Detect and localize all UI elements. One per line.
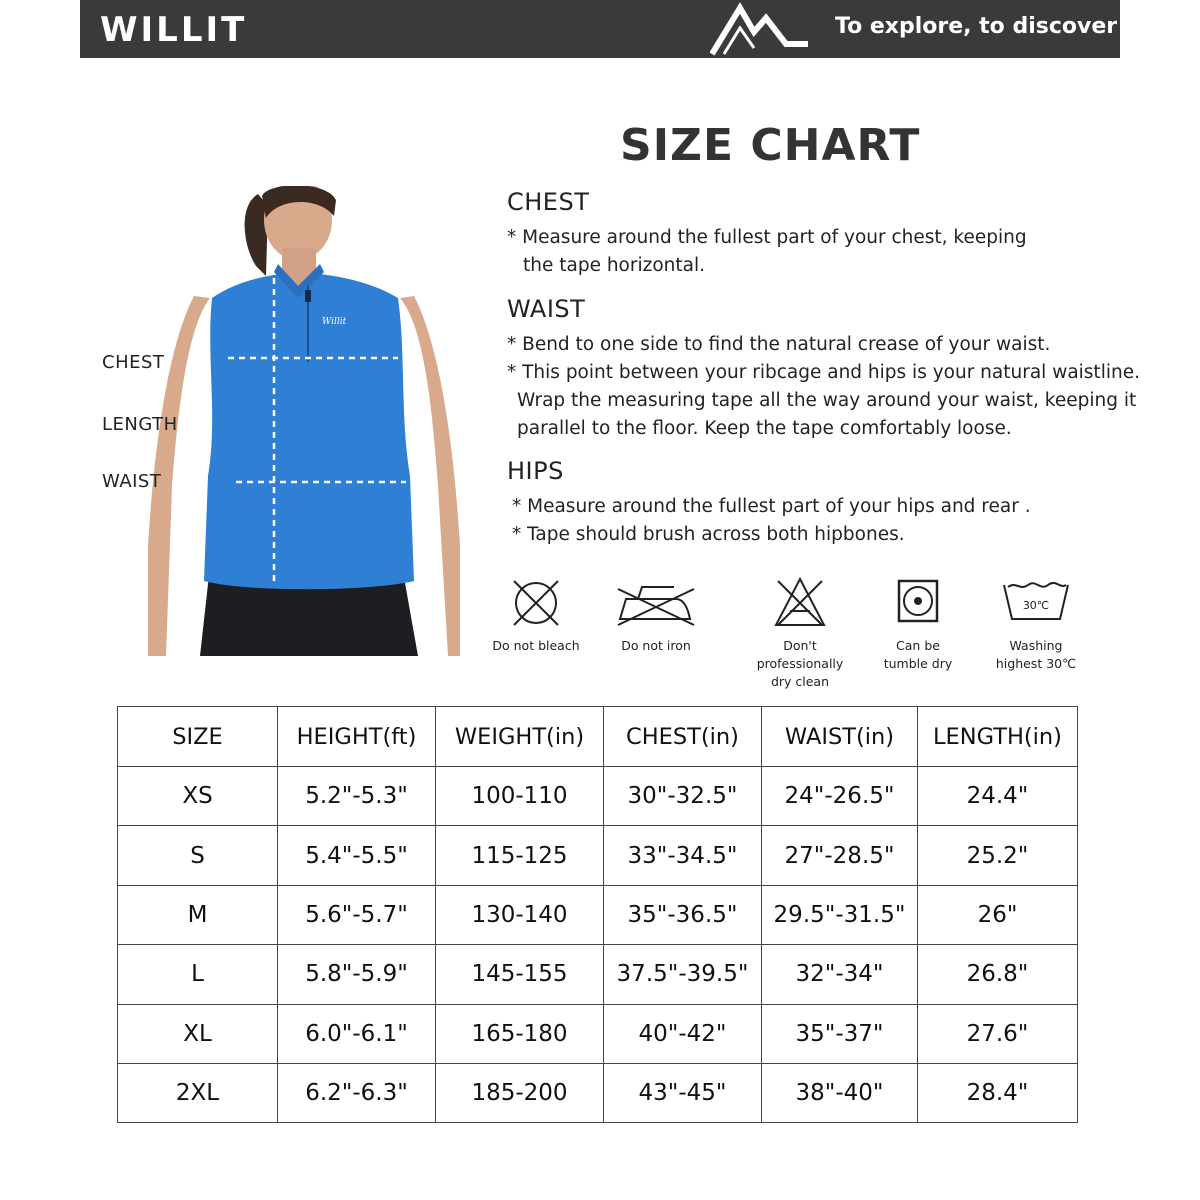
page-title: SIZE CHART xyxy=(620,120,921,171)
care-label: dry clean xyxy=(770,674,830,689)
waist-side-label: WAIST xyxy=(102,471,162,492)
header-bar xyxy=(80,0,1120,58)
waist-instruction-line: * Bend to one side to find the natural crease of your waist. xyxy=(507,334,1051,355)
hips-heading: HIPS xyxy=(507,457,564,485)
table-header-row xyxy=(118,707,1078,767)
table-cell: L xyxy=(118,945,278,1004)
no-iron-icon xyxy=(614,575,698,631)
mountain-logo-icon xyxy=(710,2,810,56)
table-row xyxy=(118,885,1078,944)
column-header: SIZE xyxy=(118,707,278,767)
care-label: highest 30℃ xyxy=(995,656,1077,671)
care-item-no-dry-clean xyxy=(740,575,860,691)
table-cell: 5.4"-5.5" xyxy=(278,826,436,885)
hips-instruction-line: * Tape should brush across both hipbones. xyxy=(512,524,905,545)
table-cell: XS xyxy=(118,767,278,826)
table-cell: 33"-34.5" xyxy=(604,826,762,885)
table-cell: M xyxy=(118,885,278,944)
column-header: LENGTH(in) xyxy=(918,707,1078,767)
table-cell: 29.5"-31.5" xyxy=(762,885,918,944)
care-item-no-bleach xyxy=(476,575,596,655)
chest-instruction-line: the tape horizontal. xyxy=(523,255,705,276)
length-side-label: LENGTH xyxy=(102,414,178,435)
chest-heading: CHEST xyxy=(507,188,590,216)
table-cell: S xyxy=(118,826,278,885)
table-cell: 35"-37" xyxy=(762,1004,918,1063)
wash-30-icon xyxy=(1000,575,1072,631)
waist-instruction-line: parallel to the floor. Keep the tape comfortably loose. xyxy=(517,418,1012,439)
table-cell: 43"-45" xyxy=(604,1063,762,1122)
table-cell: 37.5"-39.5" xyxy=(604,945,762,1004)
table-cell: XL xyxy=(118,1004,278,1063)
size-chart-table xyxy=(117,706,1078,1123)
column-header: HEIGHT(ft) xyxy=(278,707,436,767)
care-label: Do not iron xyxy=(621,638,691,653)
table-cell: 28.4" xyxy=(918,1063,1078,1122)
table-row xyxy=(118,945,1078,1004)
chest-instruction-line: * Measure around the fullest part of your chest, keeping xyxy=(507,227,1027,248)
tumble-dry-icon xyxy=(890,575,946,631)
table-cell: 25.2" xyxy=(918,826,1078,885)
hips-instruction-line: * Measure around the fullest part of your hips and rear . xyxy=(512,496,1031,517)
table-cell: 2XL xyxy=(118,1063,278,1122)
table-cell: 27.6" xyxy=(918,1004,1078,1063)
column-header: CHEST(in) xyxy=(604,707,762,767)
model-photo xyxy=(148,186,460,656)
brand-logo: WILLIT xyxy=(100,10,248,50)
table-row xyxy=(118,767,1078,826)
table-cell: 30"-32.5" xyxy=(604,767,762,826)
no-bleach-icon xyxy=(508,575,564,631)
chest-side-label: CHEST xyxy=(102,352,165,373)
care-item-wash-30 xyxy=(976,575,1096,673)
table-cell: 130-140 xyxy=(436,885,604,944)
table-cell: 145-155 xyxy=(436,945,604,1004)
table-cell: 40"-42" xyxy=(604,1004,762,1063)
waist-instruction-line: * This point between your ribcage and hips is your natural waistline. xyxy=(507,362,1140,383)
table-cell: 165-180 xyxy=(436,1004,604,1063)
table-cell: 5.6"-5.7" xyxy=(278,885,436,944)
care-label: Don't professionally xyxy=(756,638,844,671)
care-item-tumble-dry xyxy=(858,575,978,673)
table-row xyxy=(118,1063,1078,1122)
table-row xyxy=(118,826,1078,885)
table-cell: 115-125 xyxy=(436,826,604,885)
table-cell: 6.2"-6.3" xyxy=(278,1063,436,1122)
wash-temperature: 30℃ xyxy=(1022,599,1050,612)
care-label: tumble dry xyxy=(883,656,953,671)
table-cell: 26.8" xyxy=(918,945,1078,1004)
waist-heading: WAIST xyxy=(507,295,586,323)
care-label: Do not bleach xyxy=(492,638,580,653)
brand-tagline: To explore, to discover xyxy=(835,14,1118,39)
care-label: Can be xyxy=(896,638,940,653)
table-cell: 5.8"-5.9" xyxy=(278,945,436,1004)
shirt-logo: Willit xyxy=(322,317,347,327)
column-header: WEIGHT(in) xyxy=(436,707,604,767)
table-cell: 100-110 xyxy=(436,767,604,826)
table-cell: 6.0"-6.1" xyxy=(278,1004,436,1063)
table-cell: 185-200 xyxy=(436,1063,604,1122)
waist-instruction-line: Wrap the measuring tape all the way around your waist, keeping it xyxy=(517,390,1137,411)
table-cell: 24"-26.5" xyxy=(762,767,918,826)
table-cell: 35"-36.5" xyxy=(604,885,762,944)
table-cell: 38"-40" xyxy=(762,1063,918,1122)
table-cell: 24.4" xyxy=(918,767,1078,826)
no-dry-clean-icon xyxy=(772,575,828,631)
table-cell: 27"-28.5" xyxy=(762,826,918,885)
table-cell: 32"-34" xyxy=(762,945,918,1004)
care-item-no-iron xyxy=(596,575,716,655)
table-cell: 26" xyxy=(918,885,1078,944)
column-header: WAIST(in) xyxy=(762,707,918,767)
care-label: Washing xyxy=(1009,638,1063,653)
table-cell: 5.2"-5.3" xyxy=(278,767,436,826)
table-row xyxy=(118,1004,1078,1063)
